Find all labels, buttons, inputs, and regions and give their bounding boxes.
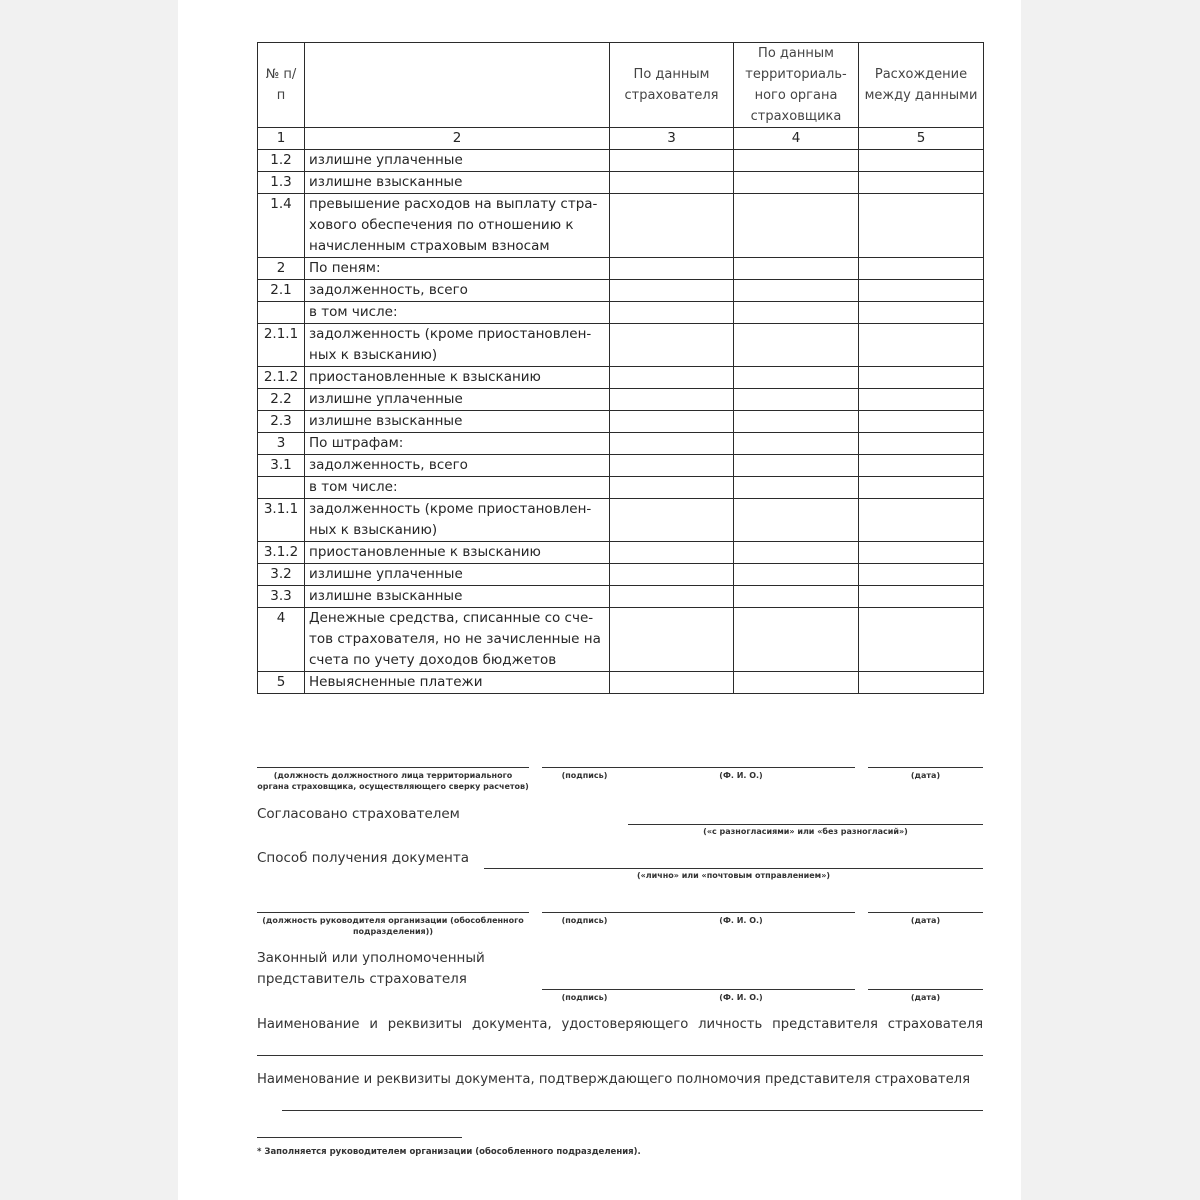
discrepancy-cell[interactable]	[859, 389, 984, 411]
table-row	[258, 280, 984, 302]
row-number: 1.3	[258, 172, 305, 194]
row-number: 1.4	[258, 194, 305, 258]
table-row	[258, 324, 984, 367]
row-number: 2.1.2	[258, 367, 305, 389]
insurer-value-cell[interactable]	[734, 542, 859, 564]
insurer-value-cell[interactable]	[734, 324, 859, 367]
insurer-value-cell[interactable]	[734, 411, 859, 433]
insurer-value-cell[interactable]	[734, 586, 859, 608]
row-label: приостановленные к взысканию	[305, 367, 610, 389]
method-label: Способ получения документа	[257, 850, 469, 866]
insured-value-cell[interactable]	[610, 542, 734, 564]
insured-value-cell[interactable]	[610, 499, 734, 542]
row-label: излишне взысканные	[305, 172, 610, 194]
colnum-4: 4	[734, 128, 859, 150]
rep-date-line[interactable]	[868, 989, 983, 990]
reconciliation-table	[257, 42, 984, 694]
official-fio-line[interactable]	[627, 767, 855, 768]
table-row	[258, 477, 984, 499]
row-label: По штрафам:	[305, 433, 610, 455]
authority-doc-label: Наименование и реквизиты документа, подтверждающего полномочия представителя страхователя	[257, 1072, 971, 1087]
table-row	[258, 302, 984, 324]
table-row	[258, 150, 984, 172]
discrepancy-cell[interactable]	[859, 302, 984, 324]
row-number: 4	[258, 608, 305, 672]
insured-value-cell[interactable]	[610, 389, 734, 411]
row-label: По пеням:	[305, 258, 610, 280]
rep-date-caption: (дата)	[910, 993, 941, 1002]
row-number: 3.1.2	[258, 542, 305, 564]
discrepancy-cell[interactable]	[859, 258, 984, 280]
insurer-value-cell[interactable]	[734, 172, 859, 194]
insured-value-cell[interactable]	[610, 367, 734, 389]
insurer-value-cell[interactable]	[734, 194, 859, 258]
agreement-caption: («с разногласиями» или «без разногласий»)	[703, 827, 908, 836]
table-row	[258, 455, 984, 477]
insurer-value-cell[interactable]	[734, 258, 859, 280]
discrepancy-cell[interactable]	[859, 542, 984, 564]
insured-value-cell[interactable]	[610, 194, 734, 258]
header-name	[305, 43, 610, 128]
discrepancy-cell[interactable]	[859, 433, 984, 455]
table-row	[258, 258, 984, 280]
header-discrepancy: Расхождение между данными	[859, 43, 984, 128]
method-line[interactable]	[484, 868, 983, 869]
discrepancy-cell[interactable]	[859, 477, 984, 499]
official-date-line[interactable]	[868, 767, 983, 768]
column-number-row	[258, 128, 984, 150]
footnote: * Заполняется руководителем организации (обособленного подразделения).	[257, 1147, 641, 1157]
row-label: излишне уплаченные	[305, 564, 610, 586]
insured-value-cell[interactable]	[610, 477, 734, 499]
head-date-line[interactable]	[868, 912, 983, 913]
row-number: 1.2	[258, 150, 305, 172]
rep-signature-line[interactable]	[542, 989, 627, 990]
discrepancy-cell[interactable]	[859, 324, 984, 367]
colnum-5: 5	[859, 128, 984, 150]
colnum-3: 3	[610, 128, 734, 150]
row-number: 2.1.1	[258, 324, 305, 367]
agreed-label: Согласовано страхователем	[257, 806, 460, 822]
colnum-1: 1	[258, 128, 305, 150]
table-row	[258, 586, 984, 608]
official-signature-caption: (подпись)	[561, 771, 608, 780]
discrepancy-cell[interactable]	[859, 672, 984, 694]
insured-value-cell[interactable]	[610, 150, 734, 172]
row-number: 3.1	[258, 455, 305, 477]
discrepancy-cell[interactable]	[859, 564, 984, 586]
row-label: излишне уплаченные	[305, 150, 610, 172]
insurer-value-cell[interactable]	[734, 302, 859, 324]
row-label: задолженность (кроме приостановлен-ных к взысканию)	[305, 499, 610, 542]
row-label: Денежные средства, списанные со сче-тов страхователя, но не зачисленные на счета по учету доходов бюджетов	[305, 608, 610, 672]
insured-value-cell[interactable]	[610, 302, 734, 324]
discrepancy-cell[interactable]	[859, 367, 984, 389]
row-label: излишне уплаченные	[305, 389, 610, 411]
table-row	[258, 411, 984, 433]
table-row	[258, 367, 984, 389]
insured-value-cell[interactable]	[610, 586, 734, 608]
insured-value-cell[interactable]	[610, 672, 734, 694]
discrepancy-cell[interactable]	[859, 150, 984, 172]
row-label: задолженность, всего	[305, 455, 610, 477]
row-number: 2.3	[258, 411, 305, 433]
representative-label: Законный или уполномоченный представитель страхователя	[257, 950, 485, 987]
head-fio-line[interactable]	[627, 912, 855, 913]
row-label: излишне взысканные	[305, 586, 610, 608]
discrepancy-cell[interactable]	[859, 280, 984, 302]
row-number: 5	[258, 672, 305, 694]
insurer-value-cell[interactable]	[734, 389, 859, 411]
row-number: 3.3	[258, 586, 305, 608]
row-number	[258, 477, 305, 499]
footnote-separator	[257, 1137, 462, 1138]
rep-signature-caption: (подпись)	[561, 993, 608, 1002]
row-label: излишне взысканные	[305, 411, 610, 433]
rep-fio-caption: (Ф. И. О.)	[719, 993, 763, 1002]
header-number: № п/п	[258, 43, 305, 128]
insured-value-cell[interactable]	[610, 608, 734, 672]
agreement-line[interactable]	[628, 824, 983, 825]
head-signature-caption: (подпись)	[561, 916, 608, 925]
head-position-caption: (должность руководителя организации (обособленного подразделения))	[262, 916, 524, 936]
row-number: 2.2	[258, 389, 305, 411]
table-row	[258, 672, 984, 694]
rep-fio-line[interactable]	[627, 989, 855, 990]
row-label: в том числе:	[305, 477, 610, 499]
discrepancy-cell[interactable]	[859, 608, 984, 672]
insurer-value-cell[interactable]	[734, 280, 859, 302]
head-position-line[interactable]	[257, 912, 529, 913]
colnum-2: 2	[305, 128, 610, 150]
discrepancy-cell[interactable]	[859, 194, 984, 258]
insured-value-cell[interactable]	[610, 455, 734, 477]
row-number: 2	[258, 258, 305, 280]
row-label: задолженность, всего	[305, 280, 610, 302]
discrepancy-cell[interactable]	[859, 172, 984, 194]
table-row	[258, 389, 984, 411]
insured-value-cell[interactable]	[610, 564, 734, 586]
table-header-row	[258, 43, 984, 128]
row-number: 3.1.1	[258, 499, 305, 542]
row-label: в том числе:	[305, 302, 610, 324]
row-number: 3	[258, 433, 305, 455]
insured-value-cell[interactable]	[610, 172, 734, 194]
table-row	[258, 433, 984, 455]
table-row	[258, 172, 984, 194]
table-row	[258, 499, 984, 542]
row-label: Невыясненные платежи	[305, 672, 610, 694]
official-position-caption: (должность должностного лица территориального органа страховщика, осуществляющего сверку расчетов)	[257, 771, 529, 791]
insured-value-cell[interactable]	[610, 433, 734, 455]
insurer-value-cell[interactable]	[734, 499, 859, 542]
insurer-value-cell[interactable]	[734, 455, 859, 477]
table-row	[258, 542, 984, 564]
identity-doc-label: Наименование и реквизиты документа, удостоверяющего личность представителя страхователя	[257, 1017, 983, 1032]
row-label: задолженность (кроме приостановлен-ных к взысканию)	[305, 324, 610, 367]
insurer-value-cell[interactable]	[734, 477, 859, 499]
head-date-caption: (дата)	[910, 916, 941, 925]
insured-value-cell[interactable]	[610, 411, 734, 433]
official-date-caption: (дата)	[910, 771, 941, 780]
discrepancy-cell[interactable]	[859, 499, 984, 542]
insurer-value-cell[interactable]	[734, 564, 859, 586]
table-row	[258, 564, 984, 586]
insurer-value-cell[interactable]	[734, 672, 859, 694]
discrepancy-cell[interactable]	[859, 586, 984, 608]
insured-value-cell[interactable]	[610, 258, 734, 280]
discrepancy-cell[interactable]	[859, 411, 984, 433]
row-number: 3.2	[258, 564, 305, 586]
row-label: превышение расходов на выплату стра-хового обеспечения по отношению к начисленным страховым взносам	[305, 194, 610, 258]
row-label: приостановленные к взысканию	[305, 542, 610, 564]
insurer-value-cell[interactable]	[734, 150, 859, 172]
authority-doc-line[interactable]	[282, 1110, 983, 1111]
insurer-value-cell[interactable]	[734, 608, 859, 672]
table-row	[258, 608, 984, 672]
insurer-value-cell[interactable]	[734, 367, 859, 389]
insurer-value-cell[interactable]	[734, 433, 859, 455]
insured-value-cell[interactable]	[610, 280, 734, 302]
insured-value-cell[interactable]	[610, 324, 734, 367]
head-fio-caption: (Ф. И. О.)	[719, 916, 763, 925]
official-signature-line[interactable]	[542, 767, 627, 768]
discrepancy-cell[interactable]	[859, 455, 984, 477]
header-insurer-data: По данным территориаль-ного органа страховщика	[734, 43, 859, 128]
official-position-line[interactable]	[257, 767, 529, 768]
identity-doc-line[interactable]	[257, 1055, 983, 1056]
head-signature-line[interactable]	[542, 912, 627, 913]
official-fio-caption: (Ф. И. О.)	[719, 771, 763, 780]
header-insured-data: По данным страхователя	[610, 43, 734, 128]
method-caption: («лично» или «почтовым отправлением»)	[636, 871, 831, 880]
row-number: 2.1	[258, 280, 305, 302]
table-row	[258, 194, 984, 258]
row-number	[258, 302, 305, 324]
